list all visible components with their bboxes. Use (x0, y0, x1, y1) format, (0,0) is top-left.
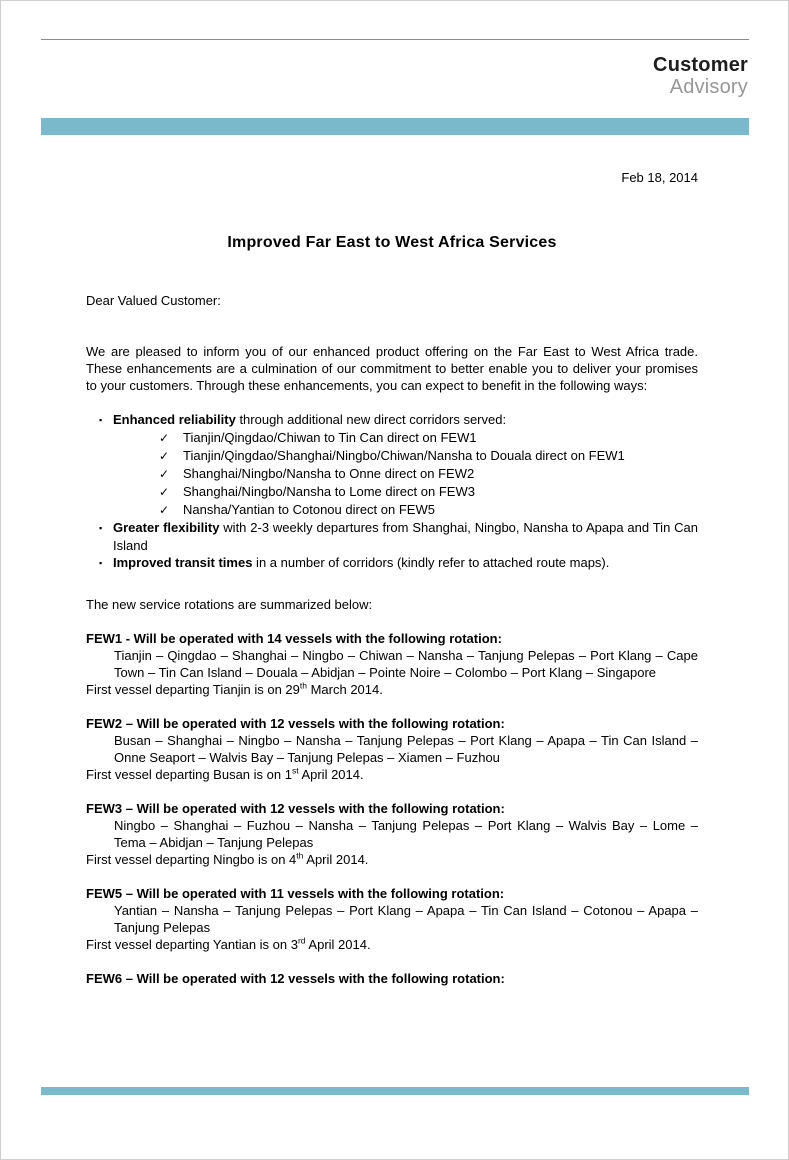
first-vessel-line (86, 766, 698, 783)
corridor-item (159, 447, 698, 465)
service-heading: FEW3 – Will be operated with 12 vessels with the following rotation: (86, 801, 505, 816)
first-vessel-line (86, 936, 698, 953)
ordinal-suffix: th (296, 850, 304, 861)
corridor-list (159, 429, 698, 519)
service-rotation: Tianjin – Qingdao – Shanghai – Ningbo – Chiwan – Nansha – Tanjung Pelepas – Port Klang – Cape Town – Tin Can Island – Douala – Abidjan – Pointe Noire – Colombo – Port Klang – Singapore (114, 648, 698, 680)
service-section-few1 (86, 630, 698, 698)
service-rotation: Ningbo – Shanghai – Fuzhou – Nansha – Tanjung Pelepas – Port Klang – Walvis Bay – Lome – Tema – Abidjan – Tanjung Pelepas (114, 818, 698, 850)
square-bullet-icon: ▪ (99, 558, 103, 568)
bullet-item-enhanced-reliability (99, 411, 698, 519)
brand-customer: Customer (653, 54, 748, 76)
bullet-rest-text: through additional new direct corridors served: (235, 412, 507, 427)
square-bullet-icon: ▪ (99, 523, 103, 533)
salutation: Dear Valued Customer: (86, 293, 221, 308)
corridor-item (159, 483, 698, 501)
brand-block (653, 54, 748, 98)
bullet-bold-text: Improved transit times (113, 555, 253, 570)
service-section-few2 (86, 715, 698, 783)
service-section-few5 (86, 885, 698, 953)
bullet-rest-text: in a number of corridors (kindly refer to attached route maps). (252, 555, 610, 570)
checkmark-icon: ✓ (159, 485, 170, 499)
service-heading: FEW5 – Will be operated with 11 vessels with the following rotation: (86, 886, 505, 901)
checkmark-icon: ✓ (159, 431, 170, 445)
accent-band-top (41, 118, 749, 135)
first-vessel-text: First vessel departing Tianjin is on 29 (86, 682, 300, 697)
accent-band-bottom (41, 1087, 749, 1095)
corridor-text: Nansha/Yantian to Cotonou direct on FEW5 (183, 502, 435, 517)
first-vessel-text: April 2014. (298, 767, 364, 782)
first-vessel-text: First vessel departing Yantian is on 3 (86, 937, 298, 952)
corridor-text: Shanghai/Ningbo/Nansha to Lome direct on FEW3 (183, 484, 475, 499)
first-vessel-line (86, 681, 698, 698)
square-bullet-icon: ▪ (99, 415, 103, 425)
service-section-few3 (86, 800, 698, 868)
bullet-item-greater-flexibility (99, 519, 698, 554)
first-vessel-line (86, 851, 698, 868)
first-vessel-text: April 2014. (305, 937, 371, 952)
corridor-text: Shanghai/Ningbo/Nansha to Onne direct on FEW2 (183, 466, 475, 481)
bullet-item-improved-transit-times (99, 554, 698, 572)
service-heading: FEW2 – Will be operated with 12 vessels with the following rotation: (86, 716, 505, 731)
corridor-item (159, 465, 698, 483)
first-vessel-text: March 2014. (306, 682, 383, 697)
brand-advisory: Advisory (669, 76, 748, 98)
bullet-rest-text: with 2-3 weekly departures from Shanghai, Ningbo, Nansha to Apapa and Tin Can Island (113, 520, 698, 553)
checkmark-icon: ✓ (159, 467, 170, 481)
intro-paragraph: We are pleased to inform you of our enhanced product offering on the Far East to West Africa trade. These enhancements are a culmination of our commitment to better enable you to deliver your promises to your customers. Through these enhancements, you can expect to benefit in the following ways: (86, 344, 698, 393)
first-vessel-text: First vessel departing Ningbo is on 4 (86, 852, 297, 867)
corridor-text: Tianjin/Qingdao/Chiwan to Tin Can direct on FEW1 (183, 430, 477, 445)
service-section-few6 (86, 970, 698, 987)
bullet-bold-text: Enhanced reliability (113, 412, 236, 427)
summary-line: The new service rotations are summarized below: (86, 597, 373, 612)
corridor-text: Tianjin/Qingdao/Shanghai/Ningbo/Chiwan/Nansha to Douala direct on FEW1 (183, 448, 625, 463)
first-vessel-text: April 2014. (303, 852, 369, 867)
letter-date: Feb 18, 2014 (621, 170, 698, 185)
ordinal-suffix: rd (297, 935, 306, 946)
checkmark-icon: ✓ (159, 449, 170, 463)
service-rotation: Yantian – Nansha – Tanjung Pelepas – Port Klang – Apapa – Tin Can Island – Cotonou – Apapa – Tanjung Pelepas (114, 903, 698, 935)
service-heading: FEW6 – Will be operated with 12 vessels with the following rotation: (86, 971, 505, 986)
top-divider (41, 39, 749, 40)
benefits-list (99, 411, 698, 572)
service-rotation: Busan – Shanghai – Ningbo – Nansha – Tanjung Pelepas – Port Klang – Apapa – Tin Can Island – Onne Seaport – Walvis Bay – Tanjung Pelepas – Xiamen – Fuzhou (114, 733, 698, 765)
letter-title: Improved Far East to West Africa Services (227, 234, 557, 251)
letter-content (86, 161, 698, 987)
checkmark-icon: ✓ (159, 503, 170, 517)
bullet-bold-text: Greater flexibility (113, 520, 220, 535)
first-vessel-text: First vessel departing Busan is on 1 (86, 767, 292, 782)
ordinal-suffix: st (291, 765, 299, 776)
ordinal-suffix: th (299, 680, 307, 691)
corridor-item (159, 429, 698, 447)
service-heading: FEW1 - Will be operated with 14 vessels with the following rotation: (86, 631, 502, 646)
corridor-item (159, 501, 698, 519)
